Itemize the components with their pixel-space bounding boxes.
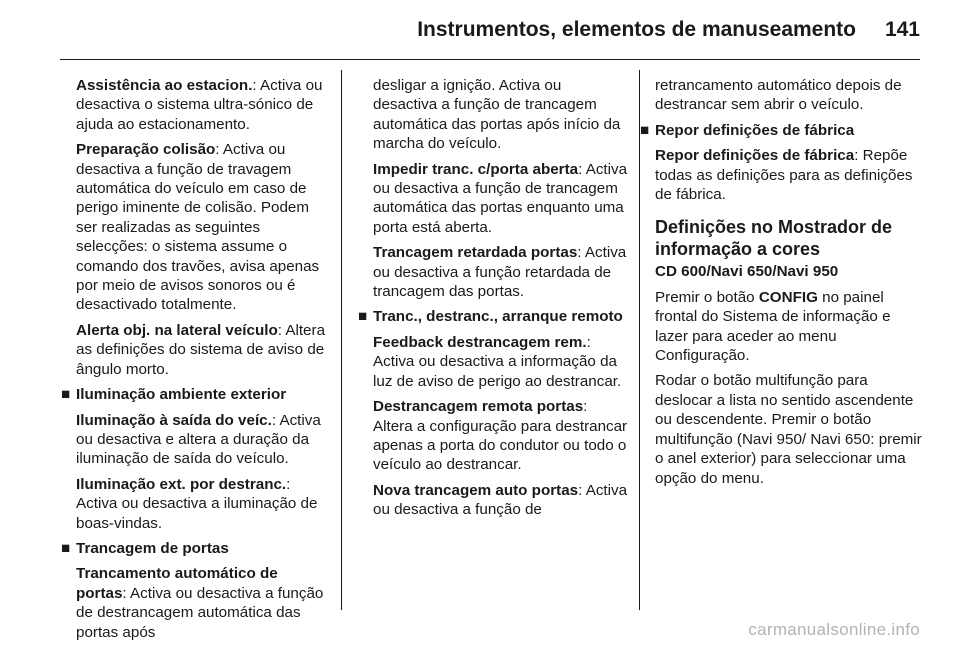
term: Alerta obj. na lateral veículo (76, 321, 278, 339)
watermark: carmanualsonline.info (748, 620, 920, 639)
description: : Activa ou desactiva e altera a duração da iluminação de saída do veículo. (76, 411, 321, 468)
paragraph (655, 288, 923, 366)
description: : Activa ou desactiva a função de trancagem automática das portas enquanto uma porta está aberta. (373, 160, 628, 236)
subsection-heading: CD 600/Navi 650/Navi 950 (655, 263, 839, 281)
bullet-item (358, 307, 629, 326)
description: retrancamento automático depois de destrancar sem abrir o veículo. (655, 77, 902, 114)
paragraph (76, 564, 330, 642)
term: Trancagem retardada portas (373, 244, 578, 262)
paragraph (373, 76, 629, 154)
description: : Activa ou desactiva a iluminação de boas-vindas. (76, 475, 318, 532)
bullet-label: Trancagem de portas (76, 539, 229, 557)
description: no painel frontal do Sistema de informação e lazer para aceder ao menu Configuração. (655, 288, 891, 365)
term: Iluminação à saída do veíc. (76, 411, 272, 429)
description: : Altera a configuração para destrancar apenas a porta do condutor ou todo o veículo ao destrancar. (373, 398, 628, 474)
bullet-item (61, 539, 330, 558)
description: : Activa ou desactiva a informação da luz de aviso de perigo ao destrancar. (373, 333, 622, 390)
paragraph (373, 333, 629, 391)
paragraph (655, 371, 923, 487)
column-1 (61, 76, 330, 648)
column-divider-1 (341, 70, 342, 610)
column-3 (640, 76, 923, 494)
term: Nova trancagem auto portas (373, 481, 579, 499)
description: : Activa ou desactiva o sistema ultra-sónico de ajuda ao estacionamento. (76, 77, 323, 133)
description: : Altera as definições do sistema de aviso de ângulo morto. (76, 321, 326, 378)
description: : Activa ou desactiva a função de travagem automática do veículo em caso de perigo iminente de colisão. Podem ser realizadas as seguintes selecções: o sistema assume o comando dos travões, avisa apenas por meio de avisos sonoros ou é desactivado totalmente. (76, 141, 320, 314)
paragraph (373, 397, 629, 475)
section-title: Definições no Mostrador de informação a cores (655, 217, 893, 260)
button-name-config: CONFIG (758, 288, 818, 306)
term: Assistência ao estacion. (76, 77, 253, 94)
term: Iluminação ext. por destranc. (76, 475, 287, 493)
term: Trancamento automático de portas (76, 565, 278, 602)
description: : Activa ou desactiva a função de (373, 481, 628, 519)
bullet-square-icon: ■ (61, 386, 71, 404)
description: : Repõe todas as definições para as definições de fábrica. (655, 147, 913, 204)
paragraph (76, 411, 330, 469)
description: desligar a ignição. Activa ou desactiva a função de trancagem automática das portas após início da marcha do veículo. (373, 77, 621, 153)
paragraph (655, 146, 923, 204)
column-2 (358, 76, 629, 526)
term: Feedback destrancagem rem. (373, 333, 587, 351)
term: Preparação colisão (76, 141, 216, 159)
paragraph (373, 481, 629, 520)
paragraph (76, 321, 330, 379)
paragraph (76, 475, 330, 533)
term: Destrancagem remota portas (373, 398, 584, 416)
description: : Activa ou desactiva a função de destrancagem automática das portas após (76, 584, 324, 641)
paragraph (373, 243, 629, 301)
description: Rodar o botão multifunção para deslocar a lista no sentido ascendente ou descendente. Premir o botão multifunção (Navi 950/ Navi 650: premir o anel exterior) para seleccionar uma opção do menu. (655, 372, 922, 487)
paragraph (655, 76, 923, 115)
bullet-item (640, 121, 923, 140)
page-title: Instrumentos, elementos de manuseamento (417, 18, 856, 41)
description: : Activa ou desactiva a função retardada de trancagem das portas. (373, 244, 627, 301)
bullet-square-icon: ■ (640, 121, 650, 139)
bullet-square-icon: ■ (358, 308, 368, 326)
paragraph (76, 140, 330, 315)
bullet-square-icon: ■ (61, 539, 71, 557)
column-divider-2 (639, 70, 640, 610)
bullet-item (61, 385, 330, 404)
page-header (0, 0, 960, 60)
header-divider (60, 59, 920, 60)
term: Impedir tranc. c/porta aberta (373, 160, 579, 178)
term: Repor definições de fábrica (655, 147, 855, 165)
paragraph (373, 160, 629, 238)
paragraph (76, 76, 330, 134)
bullet-label: Iluminação ambiente exterior (76, 386, 287, 404)
bullet-label: Repor definições de fábrica (655, 121, 855, 139)
bullet-label: Tranc., destranc., arranque remoto (373, 308, 623, 326)
description: Premir o botão (655, 288, 759, 306)
page-number: 141 (884, 18, 920, 41)
